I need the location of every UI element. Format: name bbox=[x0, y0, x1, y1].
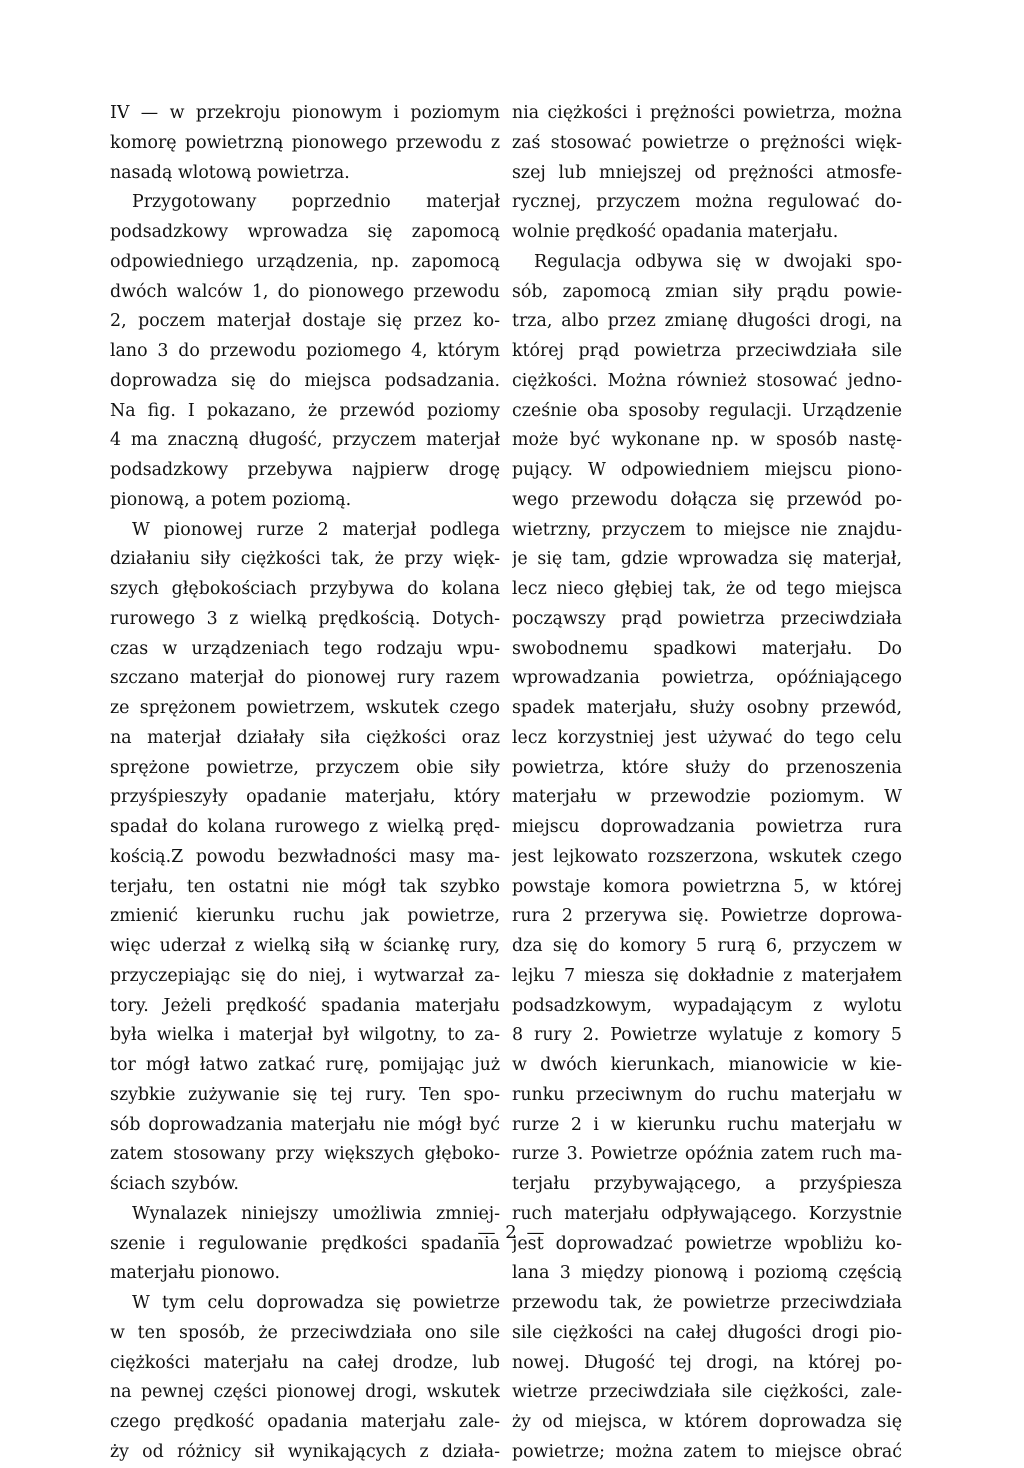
text-line: Regulacja odbywa się w dwojaki spo- bbox=[534, 251, 902, 272]
text-line: przyśpieszyły opadanie materjału, który bbox=[110, 787, 500, 808]
text-line: była wielka i materjał był wilgotny, to za- bbox=[110, 1025, 500, 1046]
text-line: podsadzkowy wprowadza się zapomocą bbox=[110, 222, 500, 242]
text-line: W tym celu doprowadza się powietrze bbox=[132, 1293, 500, 1313]
text-line: doprowadza się do miejsca podsadzania. bbox=[110, 370, 500, 391]
right-text-column bbox=[512, 99, 902, 1468]
text-line: 4 ma znaczną długość, przyczem materjał bbox=[110, 430, 500, 451]
text-line: więc uderzał z wielką siłą w ściankę rury, bbox=[110, 936, 500, 956]
text-line: ruch materjału odpływającego. Korzystnie bbox=[512, 1203, 902, 1224]
text-line: terjału, ten ostatni nie mógł tak szybko bbox=[110, 876, 500, 897]
text-line: sób, zapomocą zmian siły prądu powie- bbox=[512, 281, 902, 302]
text-line: Przygotowany poprzednio materjał bbox=[132, 192, 500, 213]
text-line: 2, poczem materjał dostaje się przez ko- bbox=[110, 311, 500, 332]
text-line: w dwóch kierunkach, mianowicie w kie- bbox=[512, 1055, 902, 1075]
text-line: wietrzny, przyczem to miejsce nie znajdu- bbox=[512, 519, 902, 540]
text-line: powietrze; można zatem to miejsce obrać bbox=[512, 1441, 902, 1462]
text-line: jest lejkowato rozszerzona, wskutek czego bbox=[512, 846, 902, 867]
text-line: Na fig. I pokazano, że przewód poziomy bbox=[110, 400, 500, 421]
text-line: materjału pionowo. bbox=[110, 1263, 280, 1284]
text-line: może być wykonane np. w sposób nastę- bbox=[512, 430, 902, 451]
text-line: której prąd powietrza przeciwdziała sile bbox=[512, 341, 902, 361]
text-line: kością.Z powodu bezwładności masy ma- bbox=[110, 846, 500, 867]
text-line: rurowego 3 z wielką prędkością. Dotych- bbox=[110, 608, 500, 629]
text-line: trza, albo przez zmianę długości drogi, na bbox=[512, 311, 902, 332]
text-line: sób doprowadzania materjału nie mógł być bbox=[110, 1114, 500, 1135]
text-line: spadał do kolana rurowego z wielką pręd- bbox=[110, 817, 500, 837]
text-line: wietrze przeciwdziała sile ciężkości, zale- bbox=[512, 1382, 902, 1403]
text-line: ży od różnicy sił wynikających z działa- bbox=[110, 1441, 500, 1462]
text-line: lano 3 do przewodu poziomego 4, którym bbox=[110, 341, 500, 361]
text-line: terjału przybywającego, a przyśpiesza bbox=[512, 1174, 902, 1194]
text-line: zaś stosować powietrze o prężności więk- bbox=[512, 132, 902, 153]
left-text-column bbox=[110, 99, 500, 1468]
text-line: jest doprowadzać powietrze wpobliżu ko- bbox=[512, 1233, 902, 1254]
text-line: ze sprężonem powietrzem, wskutek czego bbox=[110, 698, 500, 718]
text-line: tor mógł łatwo zatkać rurę, pomijając już bbox=[110, 1055, 500, 1075]
text-line: przewodu tak, że powietrze przeciwdziała bbox=[512, 1293, 902, 1313]
text-line: zmienić kierunku ruchu jak powietrze, bbox=[110, 906, 500, 927]
text-line: 8 rury 2. Powietrze wylatuje z komory 5 bbox=[512, 1025, 902, 1046]
text-line: pionową, a potem poziomą. bbox=[110, 489, 352, 510]
text-line: szych głębokościach przybywa do kolana bbox=[110, 579, 500, 599]
text-line: runku przeciwnym do ruchu materjału w bbox=[512, 1084, 902, 1105]
text-line: je się tam, gdzie wprowadza się materjał, bbox=[512, 549, 902, 570]
text-line: na materjał działały siła ciężkości oraz bbox=[110, 727, 500, 748]
text-line: ciężkości. Można również stosować jedno- bbox=[512, 370, 902, 391]
text-line: W pionowej rurze 2 materjał podlega bbox=[132, 519, 500, 540]
text-line: podsadzkowy przebywa najpierw drogę bbox=[110, 460, 500, 480]
text-line: IV — w przekroju pionowym i poziomym bbox=[110, 103, 500, 123]
text-line: szybkie zużywanie się tej rury. Ten spo- bbox=[110, 1084, 500, 1105]
text-line: rura 2 przerywa się. Powietrze doprowa- bbox=[512, 906, 902, 927]
text-line: nasadą wlotową powietrza. bbox=[110, 162, 350, 183]
text-line: szenie i regulowanie prędkości spadania bbox=[110, 1233, 500, 1254]
text-line: cześnie oba sposoby regulacji. Urządzenie bbox=[512, 400, 902, 421]
text-line: lecz korzystniej jest używać do tego celu bbox=[512, 727, 902, 748]
text-line: powietrza, które służy do przenoszenia bbox=[512, 757, 902, 778]
text-line: spadek materjału, służy osobny przewód, bbox=[512, 698, 902, 718]
text-line: szej lub mniejszej od prężności atmosfe- bbox=[512, 162, 902, 183]
text-line: wprowadzania powietrza, opóźniającego bbox=[512, 668, 902, 689]
text-line: szczano materjał do pionowej rury razem bbox=[110, 668, 500, 689]
text-line: dza się do komory 5 rurą 6, przyczem w bbox=[512, 936, 902, 956]
text-line: odpowiedniego urządzenia, np. zapomocą bbox=[110, 251, 500, 272]
text-line: komorę powietrzną pionowego przewodu z bbox=[110, 132, 500, 153]
text-line: w ten sposób, że przeciwdziała ono sile bbox=[110, 1322, 500, 1343]
text-line: Wynalazek niniejszy umożliwia zmniej- bbox=[132, 1203, 500, 1224]
text-line: przyczepiając się do niej, i wytwarzał za- bbox=[110, 965, 500, 986]
text-line: na pewnej części pionowej drogi, wskutek bbox=[110, 1382, 500, 1403]
text-line: powstaje komora powietrzna 5, w której bbox=[512, 876, 902, 897]
text-line: począwszy prąd powietrza przeciwdziała bbox=[512, 608, 902, 629]
text-line: sile ciężkości na całej długości drogi pio- bbox=[512, 1322, 902, 1343]
text-line: rurze 2 i w kierunku ruchu materjału w bbox=[512, 1114, 902, 1135]
text-line: miejscu doprowadzania powietrza rura bbox=[512, 817, 902, 837]
text-line: ży od miejsca, w którem doprowadza się bbox=[512, 1412, 902, 1432]
text-line: czas w urządzeniach tego rodzaju wpu- bbox=[110, 638, 500, 659]
text-line: nowej. Długość tej drogi, na której po- bbox=[512, 1352, 902, 1373]
text-line: dwóch walców 1, do pionowego przewodu bbox=[110, 281, 500, 302]
text-line: działaniu siły ciężkości tak, że przy więk- bbox=[110, 549, 500, 570]
text-line: materjału w przewodzie poziomym. W bbox=[512, 787, 902, 808]
text-line: lecz nieco głębiej tak, że od tego miejsca bbox=[512, 579, 902, 599]
text-line: lana 3 między pionową i poziomą częścią bbox=[512, 1263, 902, 1284]
text-line: rycznej, przyczem można regulować do- bbox=[512, 192, 902, 213]
text-line: czego prędkość opadania materjału zale- bbox=[110, 1412, 500, 1432]
text-line: wego przewodu dołącza się przewód po- bbox=[512, 489, 902, 510]
text-line: pujący. W odpowiedniem miejscu piono- bbox=[512, 460, 902, 480]
text-line: wolnie prędkość opadania materjału. bbox=[512, 222, 839, 242]
text-line: tory. Jeżeli prędkość spadania materjału bbox=[110, 995, 500, 1016]
text-line: sprężone powietrze, przyczem obie siły bbox=[110, 757, 500, 778]
text-line: swobodnemu spadkowi materjału. Do bbox=[512, 638, 902, 659]
text-line: ściach szybów. bbox=[110, 1174, 239, 1194]
text-line: ciężkości materjału na całej drodze, lub bbox=[110, 1352, 500, 1373]
text-line: lejku 7 miesza się dokładnie z materjałem bbox=[512, 965, 902, 986]
text-line: podsadzkowym, wypadającym z wylotu bbox=[512, 995, 902, 1016]
text-line: zatem stosowany przy większych głęboko- bbox=[110, 1144, 500, 1165]
text-line: nia ciężkości i prężności powietrza, można bbox=[512, 103, 902, 123]
page-number: — 2 — bbox=[477, 1222, 547, 1243]
text-line: rurze 3. Powietrze opóźnia zatem ruch ma- bbox=[512, 1144, 902, 1165]
